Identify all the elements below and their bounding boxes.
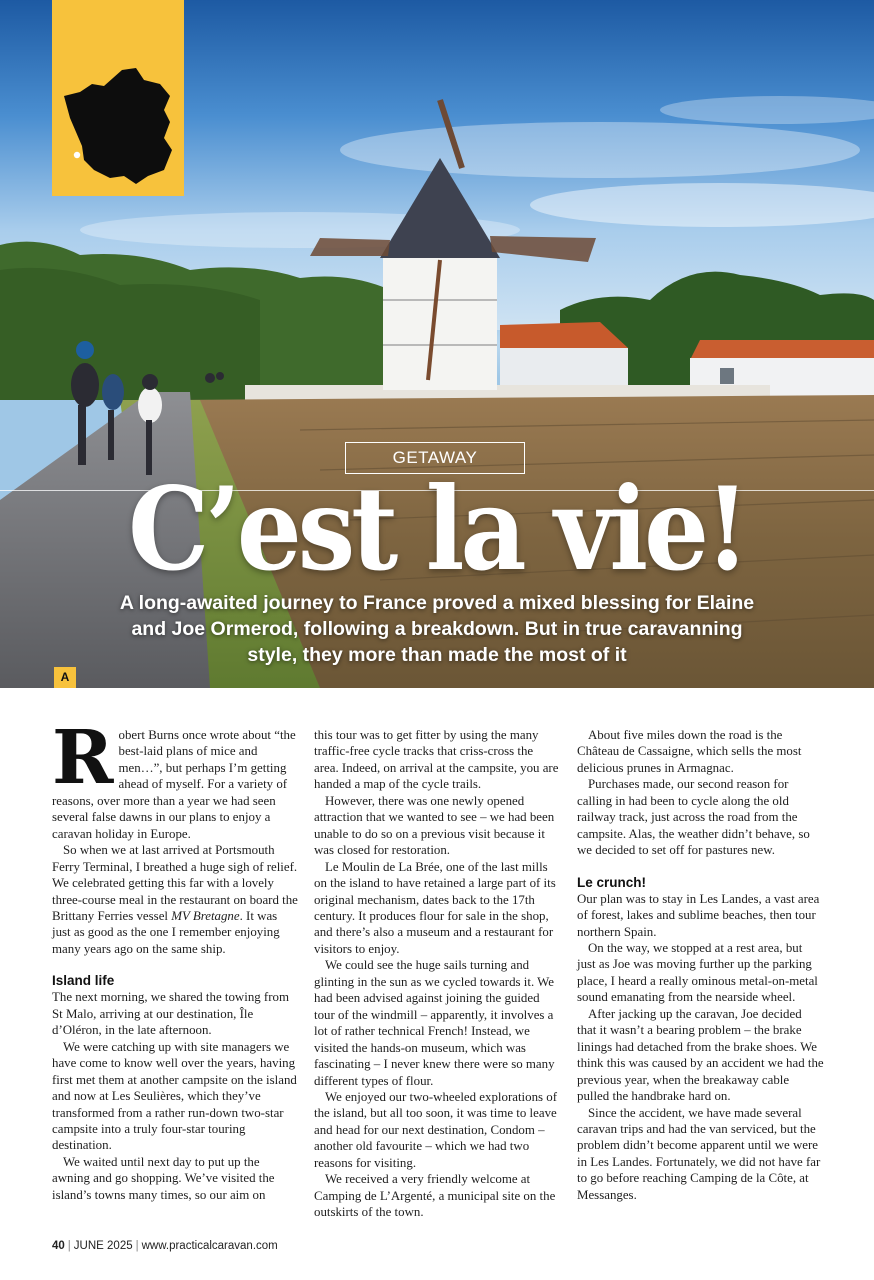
paragraph: Purchases made, our second reason for calling in had been to cycle along the old railway track, just across the road from the campsite. Alas, the weather didn’t behave, so we decided to set off for pastures new. — [577, 777, 810, 858]
website-url: www.practicalcaravan.com — [141, 1240, 278, 1252]
paragraph: Robert Burns once wrote about “the best-laid plans of mice and men…”, but perhaps I’m getting ahead of myself. For a variety of reasons, over more than a year we had seen several false dawns in our plans to enjoy a caravan holiday in Europe. — [52, 715, 296, 841]
feature-badge: A — [54, 667, 76, 688]
paragraph: Since the accident, we have made several caravan trips and had the van serviced, but the problem didn’t become apparent until we were in Les Landes. Fortunately, we did not have far to go before reaching Camping de la Côte, at Messanges. — [577, 1105, 821, 1202]
headline: C’est la vie! — [128, 462, 746, 598]
paragraph: On the way, we stopped at a rest area, but just as Joe was moving further up the parking place, I heard a really ominous metal-on-metal sound emanating from the nearside wheel. — [577, 940, 818, 1005]
paragraph: The next morning, we shared the towing from St Malo, arriving at our destination, Île d’Oléron, in the late afternoon. — [52, 990, 289, 1038]
article-column-3 — [577, 727, 824, 1203]
subheading-le-crunch: Le crunch! — [577, 874, 647, 890]
page-number: 40 — [52, 1240, 65, 1252]
paragraph: We were catching up with site managers we have come to know well over the years, having first met them at another campsite on the island and now at Les Seulières, which they’ve transformed from a rather run-down two-star campsite into a truly four-star touring destination. — [52, 1039, 297, 1153]
paragraph: Our plan was to stay in Les Landes, a vast area of forest, lakes and sublime beaches, then tour northern Spain. — [577, 891, 820, 939]
paragraph: After jacking up the caravan, Joe decided that it wasn’t a bearing problem – the brake linings had detached from the brake shoes. We think this was caused by an accident we had the previous year, when the breakaway cable pulled the handbrake hard on. — [577, 1006, 824, 1104]
page-footer — [52, 1240, 278, 1252]
paragraph: About five miles down the road is the Château de Cassaigne, which sells the most delicious prunes in Armagnac. — [577, 728, 802, 775]
paragraph: So when we at last arrived at Portsmouth Ferry Terminal, I breathed a huge sigh of relief. We celebrated getting this far with a lovely three-course meal in the restaurant on board the Brittany Ferries vessel MV Bretagne. It was just as good as the one I remember enjoying many years ago on the same ship. — [52, 843, 298, 956]
location-map-badge — [52, 0, 184, 196]
paragraph: Le Moulin de La Brée, one of the last mills on the island to have retained a large part of its original mechanism, dates back to the 17th century. It produces flour for sale in the shop, and there’s also a museum and a restaurant for visitors to enjoy. — [314, 859, 556, 956]
paragraph: We could see the huge sails turning and glinting in the sun as we cycled towards it. We had been advised against joining the guided tour of the windmill – apparently, it involves a lot of rather technical French! Instead, we visited the hands-on museum, which was fascinating – I never knew there were so many different types of flour. — [314, 958, 555, 1088]
paragraph: this tour was to get fitter by using the many traffic-free cycle tracks that criss-cross the area. Indeed, on arrival at the campsite, you are handed a map of the cycle trails. — [314, 728, 559, 792]
paragraph: However, there was one newly opened attraction that we wanted to see – we had been unable to do so on a previous visit because it was closed for restoration. — [314, 793, 555, 858]
standfirst: A long-awaited journey to France proved a mixed blessing for Elaine and Joe Ormerod, following a breakdown. But in true caravanning style, they more than made the most of it — [119, 592, 755, 666]
paragraph: We waited until next day to put up the awning and go shopping. We’ve visited the island’s towns many times, so our aim on — [52, 1154, 275, 1202]
dropcap: R — [52, 715, 114, 801]
article-column-1 — [52, 715, 299, 1203]
article-column-2 — [314, 727, 561, 1221]
subheading-island-life: Island life — [52, 973, 115, 989]
france-map-icon — [52, 0, 184, 196]
issue-date: JUNE 2025 — [73, 1240, 133, 1252]
paragraph: We received a very friendly welcome at Camping de L’Argenté, a municipal site on the outskirts of the town. — [314, 1172, 556, 1220]
footer-separator: | — [135, 1240, 139, 1252]
footer-separator: | — [67, 1240, 71, 1252]
ship-name: MV Bretagne — [171, 908, 240, 923]
section-kicker: GETAWAY — [345, 442, 525, 474]
paragraph: We enjoyed our two-wheeled explorations of the island, but all too soon, it was time to leave and head for our next destination, Condom – another old favourite – which we had two reasons for visiting. — [314, 1089, 557, 1170]
